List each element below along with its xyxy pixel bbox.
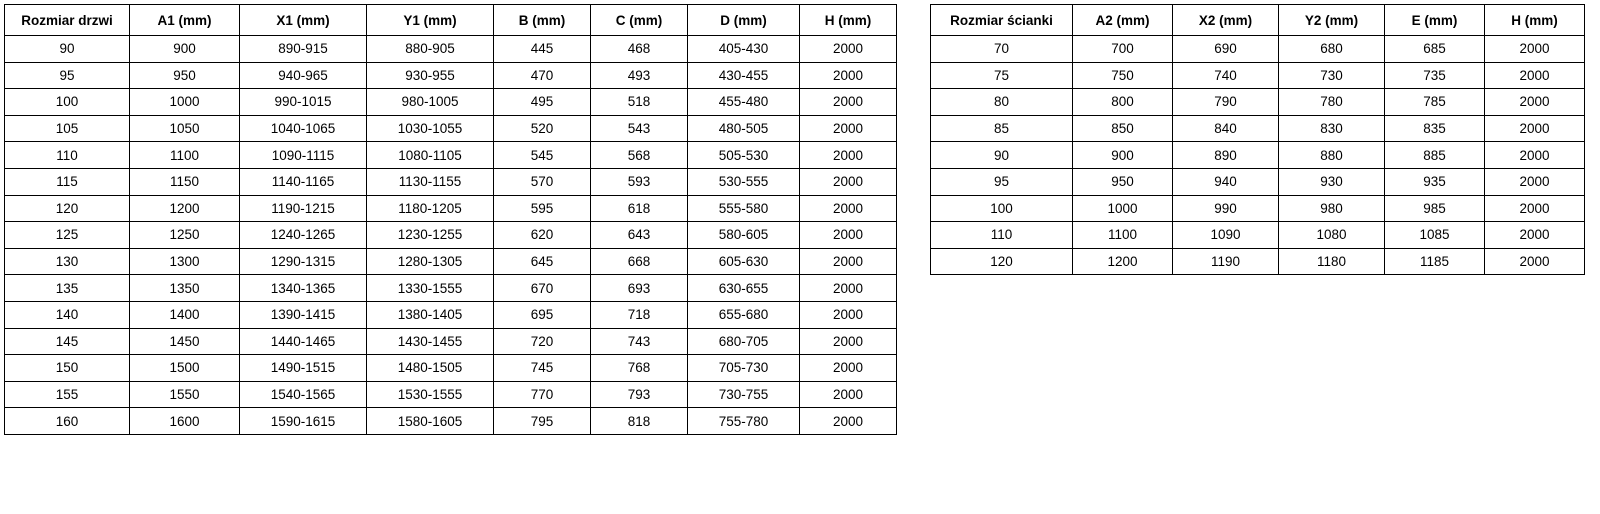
doors-cell: 693 bbox=[591, 275, 688, 302]
walls-cell: 985 bbox=[1385, 195, 1485, 222]
doors-table-header bbox=[5, 5, 897, 36]
doors-cell: 1330-1555 bbox=[367, 275, 494, 302]
walls-cell: 990 bbox=[1173, 195, 1279, 222]
doors-cell: 2000 bbox=[800, 62, 897, 89]
doors-cell: 745 bbox=[494, 355, 591, 382]
table-header-row bbox=[5, 5, 897, 36]
walls-cell: 940 bbox=[1173, 168, 1279, 195]
doors-cell: 1180-1205 bbox=[367, 195, 494, 222]
walls-table-body bbox=[931, 36, 1585, 275]
walls-cell: 850 bbox=[1073, 115, 1173, 142]
doors-cell: 705-730 bbox=[688, 355, 800, 382]
doors-cell: 125 bbox=[5, 222, 130, 249]
doors-cell: 990-1015 bbox=[240, 89, 367, 116]
table-row bbox=[931, 168, 1585, 195]
doors-cell: 1090-1115 bbox=[240, 142, 367, 169]
doors-cell: 480-505 bbox=[688, 115, 800, 142]
walls-cell: 835 bbox=[1385, 115, 1485, 142]
table-row bbox=[5, 275, 897, 302]
doors-cell: 470 bbox=[494, 62, 591, 89]
walls-column-header-1: A2 (mm) bbox=[1073, 5, 1173, 36]
doors-cell: 793 bbox=[591, 381, 688, 408]
walls-cell: 1200 bbox=[1073, 248, 1173, 275]
doors-cell: 1540-1565 bbox=[240, 381, 367, 408]
doors-cell: 680-705 bbox=[688, 328, 800, 355]
doors-cell: 505-530 bbox=[688, 142, 800, 169]
doors-cell: 543 bbox=[591, 115, 688, 142]
doors-cell: 720 bbox=[494, 328, 591, 355]
doors-cell: 1050 bbox=[130, 115, 240, 142]
walls-cell: 930 bbox=[1279, 168, 1385, 195]
doors-cell: 120 bbox=[5, 195, 130, 222]
table-row bbox=[5, 62, 897, 89]
walls-table-header bbox=[931, 5, 1585, 36]
doors-cell: 1000 bbox=[130, 89, 240, 116]
doors-cell: 455-480 bbox=[688, 89, 800, 116]
table-row bbox=[5, 248, 897, 275]
walls-cell: 800 bbox=[1073, 89, 1173, 116]
doors-cell: 493 bbox=[591, 62, 688, 89]
doors-cell: 520 bbox=[494, 115, 591, 142]
doors-cell: 1300 bbox=[130, 248, 240, 275]
doors-cell: 1380-1405 bbox=[367, 301, 494, 328]
doors-cell: 568 bbox=[591, 142, 688, 169]
doors-cell: 795 bbox=[494, 408, 591, 435]
walls-cell: 1190 bbox=[1173, 248, 1279, 275]
doors-cell: 655-680 bbox=[688, 301, 800, 328]
doors-cell: 980-1005 bbox=[367, 89, 494, 116]
walls-cell: 95 bbox=[931, 168, 1073, 195]
walls-cell: 680 bbox=[1279, 36, 1385, 63]
walls-cell: 1080 bbox=[1279, 222, 1385, 249]
table-header-row bbox=[931, 5, 1585, 36]
table-row bbox=[5, 301, 897, 328]
doors-cell: 1340-1365 bbox=[240, 275, 367, 302]
doors-cell: 155 bbox=[5, 381, 130, 408]
doors-cell: 2000 bbox=[800, 301, 897, 328]
walls-cell: 685 bbox=[1385, 36, 1485, 63]
walls-cell: 2000 bbox=[1485, 195, 1585, 222]
walls-cell: 950 bbox=[1073, 168, 1173, 195]
doors-cell: 95 bbox=[5, 62, 130, 89]
table-row bbox=[5, 355, 897, 382]
doors-cell: 2000 bbox=[800, 248, 897, 275]
doors-cell: 140 bbox=[5, 301, 130, 328]
doors-cell: 620 bbox=[494, 222, 591, 249]
walls-cell: 700 bbox=[1073, 36, 1173, 63]
doors-cell: 1530-1555 bbox=[367, 381, 494, 408]
doors-cell: 100 bbox=[5, 89, 130, 116]
doors-column-header-4: B (mm) bbox=[494, 5, 591, 36]
doors-column-header-2: X1 (mm) bbox=[240, 5, 367, 36]
doors-cell: 645 bbox=[494, 248, 591, 275]
walls-cell: 980 bbox=[1279, 195, 1385, 222]
doors-cell: 1200 bbox=[130, 195, 240, 222]
table-row bbox=[5, 115, 897, 142]
walls-column-header-2: X2 (mm) bbox=[1173, 5, 1279, 36]
doors-cell: 105 bbox=[5, 115, 130, 142]
walls-cell: 750 bbox=[1073, 62, 1173, 89]
walls-cell: 75 bbox=[931, 62, 1073, 89]
walls-cell: 70 bbox=[931, 36, 1073, 63]
walls-cell: 2000 bbox=[1485, 62, 1585, 89]
walls-table-container bbox=[930, 4, 1585, 275]
table-row bbox=[5, 89, 897, 116]
doors-column-header-7: H (mm) bbox=[800, 5, 897, 36]
doors-cell: 495 bbox=[494, 89, 591, 116]
doors-cell: 950 bbox=[130, 62, 240, 89]
doors-cell: 768 bbox=[591, 355, 688, 382]
doors-cell: 1490-1515 bbox=[240, 355, 367, 382]
table-row bbox=[5, 142, 897, 169]
doors-cell: 1500 bbox=[130, 355, 240, 382]
table-row bbox=[5, 36, 897, 63]
walls-cell: 2000 bbox=[1485, 142, 1585, 169]
walls-cell: 110 bbox=[931, 222, 1073, 249]
doors-cell: 530-555 bbox=[688, 168, 800, 195]
doors-cell: 1250 bbox=[130, 222, 240, 249]
doors-cell: 1580-1605 bbox=[367, 408, 494, 435]
doors-cell: 900 bbox=[130, 36, 240, 63]
doors-cell: 1350 bbox=[130, 275, 240, 302]
walls-specification-table bbox=[930, 4, 1585, 275]
walls-column-header-5: H (mm) bbox=[1485, 5, 1585, 36]
doors-cell: 730-755 bbox=[688, 381, 800, 408]
walls-cell: 900 bbox=[1073, 142, 1173, 169]
doors-cell: 1600 bbox=[130, 408, 240, 435]
doors-cell: 2000 bbox=[800, 408, 897, 435]
walls-cell: 935 bbox=[1385, 168, 1485, 195]
doors-cell: 718 bbox=[591, 301, 688, 328]
table-row bbox=[5, 381, 897, 408]
walls-cell: 2000 bbox=[1485, 168, 1585, 195]
doors-cell: 110 bbox=[5, 142, 130, 169]
doors-table-body bbox=[5, 36, 897, 435]
doors-cell: 618 bbox=[591, 195, 688, 222]
doors-cell: 518 bbox=[591, 89, 688, 116]
walls-cell: 120 bbox=[931, 248, 1073, 275]
doors-cell: 1450 bbox=[130, 328, 240, 355]
walls-column-header-3: Y2 (mm) bbox=[1279, 5, 1385, 36]
doors-cell: 90 bbox=[5, 36, 130, 63]
doors-table-container bbox=[4, 4, 897, 435]
doors-cell: 130 bbox=[5, 248, 130, 275]
walls-cell: 780 bbox=[1279, 89, 1385, 116]
doors-cell: 643 bbox=[591, 222, 688, 249]
doors-cell: 580-605 bbox=[688, 222, 800, 249]
walls-cell: 740 bbox=[1173, 62, 1279, 89]
doors-cell: 670 bbox=[494, 275, 591, 302]
doors-cell: 880-905 bbox=[367, 36, 494, 63]
doors-cell: 1430-1455 bbox=[367, 328, 494, 355]
doors-cell: 135 bbox=[5, 275, 130, 302]
doors-cell: 115 bbox=[5, 168, 130, 195]
walls-cell: 830 bbox=[1279, 115, 1385, 142]
doors-cell: 1400 bbox=[130, 301, 240, 328]
doors-column-header-5: C (mm) bbox=[591, 5, 688, 36]
doors-cell: 1590-1615 bbox=[240, 408, 367, 435]
walls-cell: 2000 bbox=[1485, 222, 1585, 249]
doors-cell: 593 bbox=[591, 168, 688, 195]
table-row bbox=[931, 248, 1585, 275]
walls-cell: 2000 bbox=[1485, 36, 1585, 63]
doors-cell: 445 bbox=[494, 36, 591, 63]
walls-cell: 1180 bbox=[1279, 248, 1385, 275]
doors-cell: 430-455 bbox=[688, 62, 800, 89]
walls-cell: 1085 bbox=[1385, 222, 1485, 249]
doors-cell: 2000 bbox=[800, 381, 897, 408]
doors-cell: 2000 bbox=[800, 36, 897, 63]
doors-cell: 1030-1055 bbox=[367, 115, 494, 142]
table-row bbox=[931, 115, 1585, 142]
doors-cell: 595 bbox=[494, 195, 591, 222]
doors-cell: 1230-1255 bbox=[367, 222, 494, 249]
table-row bbox=[5, 168, 897, 195]
walls-cell: 2000 bbox=[1485, 248, 1585, 275]
walls-cell: 2000 bbox=[1485, 115, 1585, 142]
doors-cell: 555-580 bbox=[688, 195, 800, 222]
doors-cell: 2000 bbox=[800, 142, 897, 169]
doors-column-header-3: Y1 (mm) bbox=[367, 5, 494, 36]
doors-cell: 668 bbox=[591, 248, 688, 275]
doors-cell: 160 bbox=[5, 408, 130, 435]
walls-cell: 1090 bbox=[1173, 222, 1279, 249]
doors-cell: 1130-1155 bbox=[367, 168, 494, 195]
doors-cell: 2000 bbox=[800, 275, 897, 302]
doors-cell: 150 bbox=[5, 355, 130, 382]
walls-cell: 1000 bbox=[1073, 195, 1173, 222]
doors-cell: 1550 bbox=[130, 381, 240, 408]
doors-specification-table bbox=[4, 4, 897, 435]
walls-column-header-4: E (mm) bbox=[1385, 5, 1485, 36]
doors-cell: 1480-1505 bbox=[367, 355, 494, 382]
doors-cell: 2000 bbox=[800, 222, 897, 249]
doors-cell: 630-655 bbox=[688, 275, 800, 302]
doors-cell: 1080-1105 bbox=[367, 142, 494, 169]
doors-cell: 2000 bbox=[800, 328, 897, 355]
table-row bbox=[931, 89, 1585, 116]
walls-cell: 90 bbox=[931, 142, 1073, 169]
table-row bbox=[5, 222, 897, 249]
doors-cell: 2000 bbox=[800, 89, 897, 116]
walls-column-header-0: Rozmiar ścianki bbox=[931, 5, 1073, 36]
table-row bbox=[931, 195, 1585, 222]
doors-cell: 930-955 bbox=[367, 62, 494, 89]
doors-cell: 1290-1315 bbox=[240, 248, 367, 275]
table-row bbox=[931, 36, 1585, 63]
doors-cell: 1190-1215 bbox=[240, 195, 367, 222]
table-row bbox=[5, 195, 897, 222]
walls-cell: 880 bbox=[1279, 142, 1385, 169]
walls-cell: 100 bbox=[931, 195, 1073, 222]
table-row bbox=[5, 328, 897, 355]
doors-cell: 2000 bbox=[800, 115, 897, 142]
doors-cell: 2000 bbox=[800, 355, 897, 382]
doors-cell: 1440-1465 bbox=[240, 328, 367, 355]
doors-cell: 1280-1305 bbox=[367, 248, 494, 275]
table-row bbox=[5, 408, 897, 435]
walls-cell: 80 bbox=[931, 89, 1073, 116]
walls-cell: 785 bbox=[1385, 89, 1485, 116]
doors-cell: 1240-1265 bbox=[240, 222, 367, 249]
doors-cell: 2000 bbox=[800, 195, 897, 222]
walls-cell: 2000 bbox=[1485, 89, 1585, 116]
walls-cell: 840 bbox=[1173, 115, 1279, 142]
doors-cell: 743 bbox=[591, 328, 688, 355]
table-row bbox=[931, 62, 1585, 89]
walls-cell: 85 bbox=[931, 115, 1073, 142]
doors-cell: 818 bbox=[591, 408, 688, 435]
doors-cell: 1150 bbox=[130, 168, 240, 195]
doors-cell: 605-630 bbox=[688, 248, 800, 275]
walls-cell: 690 bbox=[1173, 36, 1279, 63]
doors-cell: 940-965 bbox=[240, 62, 367, 89]
table-row bbox=[931, 142, 1585, 169]
doors-cell: 755-780 bbox=[688, 408, 800, 435]
doors-cell: 1040-1065 bbox=[240, 115, 367, 142]
table-row bbox=[931, 222, 1585, 249]
doors-cell: 695 bbox=[494, 301, 591, 328]
doors-cell: 145 bbox=[5, 328, 130, 355]
doors-cell: 770 bbox=[494, 381, 591, 408]
doors-cell: 2000 bbox=[800, 168, 897, 195]
doors-cell: 405-430 bbox=[688, 36, 800, 63]
walls-cell: 790 bbox=[1173, 89, 1279, 116]
doors-cell: 1390-1415 bbox=[240, 301, 367, 328]
walls-cell: 730 bbox=[1279, 62, 1385, 89]
doors-cell: 1140-1165 bbox=[240, 168, 367, 195]
walls-cell: 735 bbox=[1385, 62, 1485, 89]
doors-cell: 1100 bbox=[130, 142, 240, 169]
walls-cell: 890 bbox=[1173, 142, 1279, 169]
doors-cell: 570 bbox=[494, 168, 591, 195]
walls-cell: 885 bbox=[1385, 142, 1485, 169]
doors-column-header-0: Rozmiar drzwi bbox=[5, 5, 130, 36]
doors-cell: 545 bbox=[494, 142, 591, 169]
doors-cell: 890-915 bbox=[240, 36, 367, 63]
walls-cell: 1100 bbox=[1073, 222, 1173, 249]
doors-column-header-6: D (mm) bbox=[688, 5, 800, 36]
doors-column-header-1: A1 (mm) bbox=[130, 5, 240, 36]
walls-cell: 1185 bbox=[1385, 248, 1485, 275]
doors-cell: 468 bbox=[591, 36, 688, 63]
